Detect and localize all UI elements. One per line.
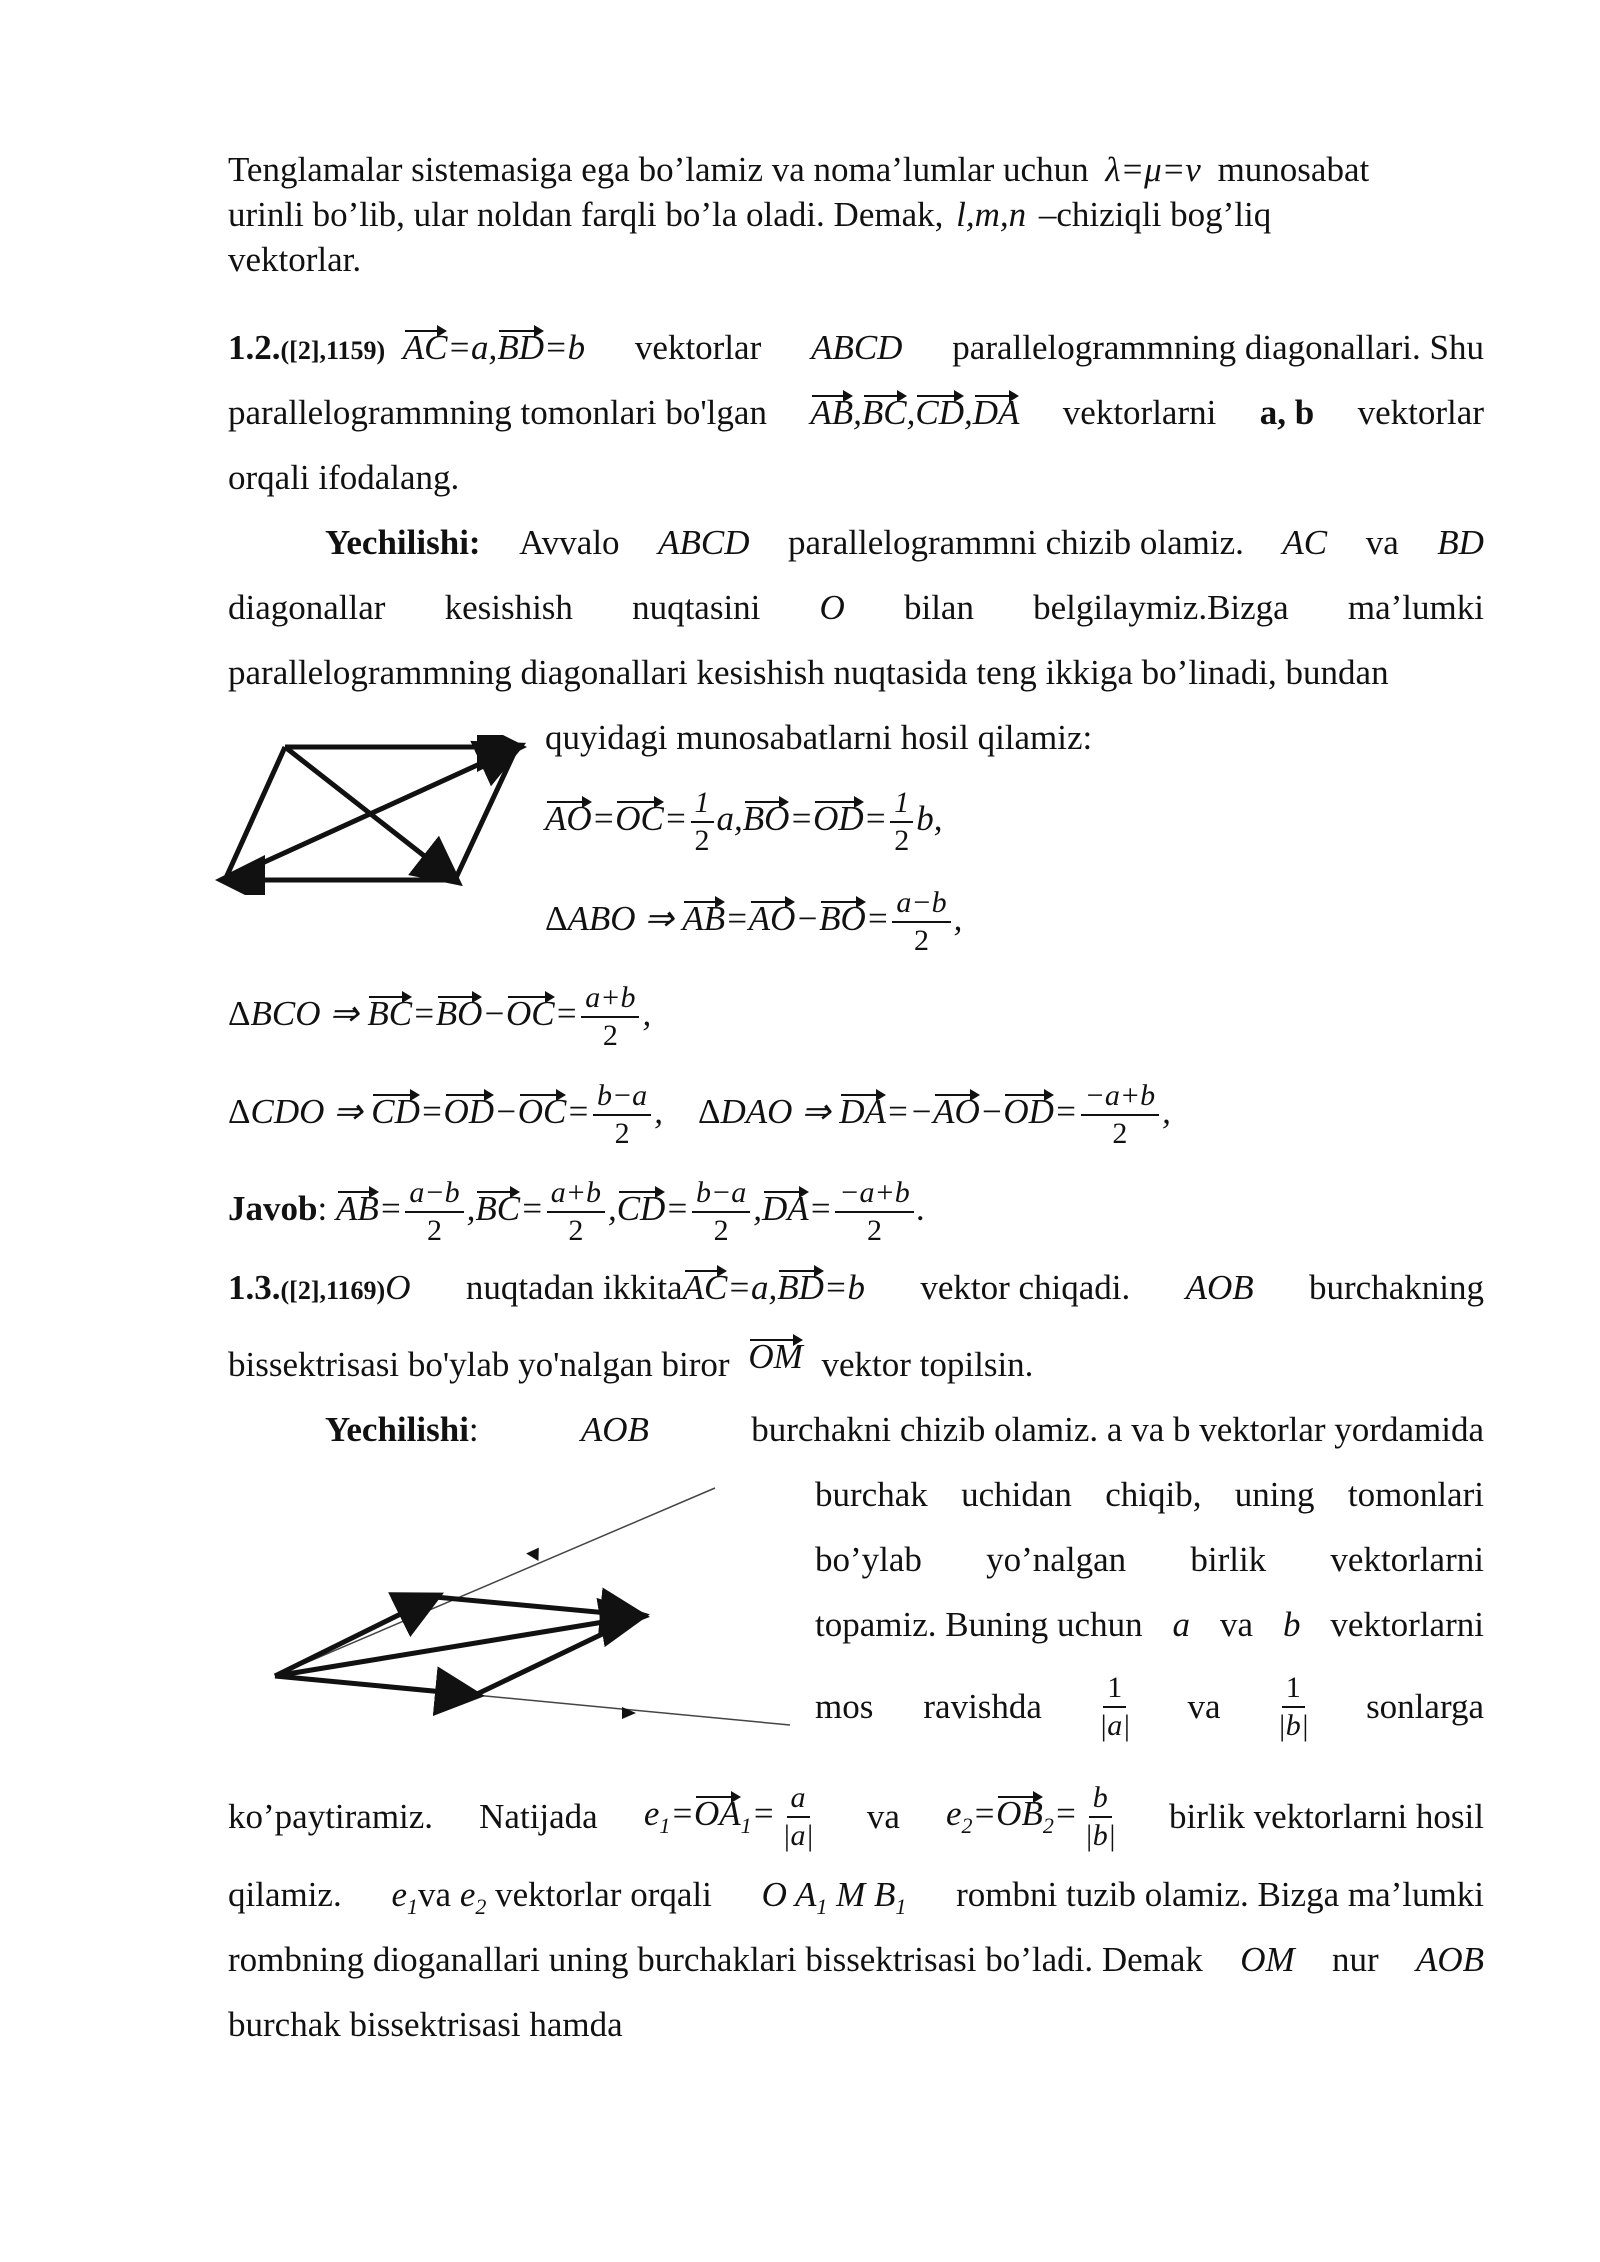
line-5: ko’paytiramiz. Natijada $e_1=OA_1=$ $\frac{a}{|a|}$ va $e_2=OB_2=$ $\frac{b}{|b|}$ birlik vektorlarni hosil bbox=[228, 1781, 1484, 1852]
solution-12-line-1 bbox=[325, 523, 1484, 563]
text: rombning dioganallari uning burchaklari bissektrisasi bo’ladi. Demak bbox=[228, 1940, 1203, 1979]
text: vektorlarni bbox=[1330, 1605, 1484, 1644]
problem-12-heading bbox=[228, 328, 585, 368]
solution-12-line-2 bbox=[228, 588, 1484, 628]
text: belgilaymiz.Bizga bbox=[1033, 588, 1289, 627]
ac-label: AC bbox=[1282, 523, 1328, 562]
text: burchak bissektrisasi hamda bbox=[228, 2005, 623, 2044]
answer-12: Javob: AB= $\frac{a-b}{2}$ ,BC= $\frac{a+b}{2}$ ,CD= $\frac{b-a}{2}$ ,DA= $\frac{-a+b}{2}$ . bbox=[228, 1176, 926, 1247]
solution-12-line-4 bbox=[545, 718, 1092, 758]
intro-text: Tenglamalar sistemasiga ega bo’lamiz va noma’lumlar uchun bbox=[228, 150, 1089, 189]
point-o: O bbox=[819, 588, 845, 627]
text: uning bbox=[1234, 1475, 1315, 1514]
rhombus-label: O $A_1$ M $B_1$ bbox=[761, 1875, 907, 1919]
text: yo’nalgan bbox=[986, 1540, 1127, 1579]
intro-line-1 bbox=[228, 150, 1369, 190]
bd-label: BD bbox=[1437, 523, 1484, 562]
text: parallelogrammning tomonlari bo'lgan bbox=[228, 393, 767, 432]
problem-12-line-3 bbox=[228, 458, 459, 498]
answer-label: Javob bbox=[228, 1189, 318, 1229]
problem-number: 1.2. bbox=[228, 328, 281, 367]
text: Avvalo bbox=[519, 523, 620, 562]
solution-13-line-1: Yechilishi: AOB burchakni chizib olamiz. a va b vektorlar yordamida bbox=[325, 1410, 1484, 1449]
text: topamiz. Buning uchun bbox=[815, 1605, 1143, 1644]
text: bilan bbox=[903, 588, 974, 627]
text: birlik bbox=[1190, 1540, 1267, 1579]
solution-12-line-3 bbox=[228, 653, 1389, 693]
point-o: O bbox=[385, 1268, 411, 1307]
intro-text: urinli bo’lib, ular noldan farqli bo’la oladi. Demak, bbox=[228, 195, 944, 234]
text: vektorlarni bbox=[1062, 393, 1217, 432]
angle-figure bbox=[260, 1480, 800, 1735]
text: vektorlar bbox=[1357, 393, 1484, 432]
text: nur bbox=[1331, 1940, 1379, 1979]
aob-label: AOB bbox=[1415, 1940, 1484, 1979]
abcd-label: ABCD bbox=[658, 523, 750, 562]
text: ko’paytiramiz. bbox=[228, 1797, 434, 1836]
text: vektor topilsin. bbox=[821, 1345, 1034, 1384]
problem-ref: ([2],1159) bbox=[280, 336, 386, 365]
line-8 bbox=[228, 2005, 623, 2045]
text: va bbox=[1365, 523, 1399, 562]
text: diagonallar bbox=[228, 588, 386, 627]
lambda-mu-nu: λ=μ=ν bbox=[1105, 150, 1201, 189]
text: mos bbox=[815, 1687, 874, 1726]
eq-bco: ΔBCO ⇒ BC=BO−OC= $\frac{a+b}{2}$ , bbox=[228, 981, 652, 1052]
problem-12-line-1 bbox=[228, 328, 1484, 368]
intro-text: –chiziqli bog’liq bbox=[1038, 195, 1272, 234]
text: vektorlar bbox=[634, 328, 762, 367]
eq-cdo-dao: ΔCDO ⇒ CD=OD−OC= $\frac{b-a}{2}$ , ΔDAO ⇒ DA=−AO−OD= $\frac{-a+b}{2}$ , bbox=[228, 1079, 1171, 1150]
vectors-lmn: l,m,n bbox=[956, 195, 1027, 234]
problem-ref: ([2],1169) bbox=[280, 1276, 386, 1305]
parallelogram-figure bbox=[215, 735, 535, 895]
solution-label: Yechilishi bbox=[325, 1410, 469, 1449]
text: birlik vektorlarni hosil bbox=[1169, 1797, 1484, 1836]
text: burchakning bbox=[1309, 1268, 1484, 1307]
intro-line-2 bbox=[228, 195, 1271, 235]
text: parallelogrammning diagonallari. Shu bbox=[952, 328, 1484, 367]
text: orqali ifodalang. bbox=[228, 458, 460, 497]
text: sonlarga bbox=[1366, 1687, 1484, 1726]
right-line-3: topamiz. Buning uchun a va b vektorlarni bbox=[815, 1605, 1484, 1644]
om-vector: OM bbox=[748, 1337, 803, 1376]
text: uchidan bbox=[961, 1475, 1072, 1514]
text: vektorlar orqali bbox=[495, 1875, 712, 1914]
eq-ao-oc: AO=OC= $\frac{1}{2}$ a,BO=OD= $\frac{1}{2}$ b, bbox=[545, 786, 943, 857]
right-line-4: mos ravishda $\frac{1}{|a|}$ va $\frac{1}{|b|}$ sonlarga bbox=[815, 1671, 1484, 1742]
text: burchak bbox=[815, 1475, 928, 1514]
intro-text: vektorlar. bbox=[228, 240, 362, 279]
vector-defs: AC=a,BD=b bbox=[402, 328, 586, 367]
text: Natijada bbox=[479, 1797, 598, 1836]
text: a, b bbox=[1259, 393, 1315, 432]
text: vektor chiqadi. bbox=[920, 1268, 1131, 1307]
intro-line-3 bbox=[228, 240, 361, 280]
e1-def: $e_1=OA_1=$ $\frac{a}{|a|}$ bbox=[643, 1781, 814, 1852]
text: tomonlari bbox=[1347, 1475, 1484, 1514]
vector-defs: AC=a,BD=b bbox=[682, 1268, 865, 1307]
solution-label: Yechilishi: bbox=[325, 523, 481, 562]
text: kesishish bbox=[444, 588, 573, 627]
aob-label: AOB bbox=[1185, 1268, 1254, 1307]
abcd-label: ABCD bbox=[811, 328, 903, 367]
problem-12-line-2 bbox=[228, 393, 1484, 433]
right-line-2 bbox=[815, 1540, 1484, 1580]
text: quyidagi munosabatlarni hosil qilamiz: bbox=[545, 718, 1093, 757]
text: nuqtasini bbox=[632, 588, 761, 627]
intro-text: munosabat bbox=[1217, 150, 1370, 189]
line-6: qilamiz. $e_1va$ $e_2$ vektorlar orqali O $A_1$ M $B_1$ rombni tuzib olamiz. Bizga ma’lumki bbox=[228, 1875, 1484, 1919]
text: chiqib, bbox=[1105, 1475, 1202, 1514]
problem-13-line-1 bbox=[228, 1268, 1484, 1308]
text: parallelogrammni chizib olamiz. bbox=[788, 523, 1244, 562]
side-vectors: AB,BC,CD,DA bbox=[810, 393, 1020, 432]
text: vektorlarni bbox=[1330, 1540, 1484, 1579]
text: ravishda bbox=[923, 1687, 1042, 1726]
right-line-1 bbox=[815, 1475, 1484, 1515]
problem-13-line-2 bbox=[228, 1337, 1034, 1385]
text: qilamiz. bbox=[228, 1875, 342, 1914]
text: rombni tuzib olamiz. Bizga ma’lumki bbox=[956, 1875, 1484, 1914]
problem-number: 1.3. bbox=[228, 1268, 281, 1307]
text: ma’lumki bbox=[1347, 588, 1484, 627]
eq-abo: ΔABO ⇒ AB=AO−BO= $\frac{a-b}{2}$ , bbox=[545, 886, 963, 957]
text: burchakni chizib olamiz. a va b vektorlar yordamida bbox=[751, 1410, 1484, 1449]
text: bo’ylab bbox=[815, 1540, 922, 1579]
e2-def: $e_2=OB_2=$ $\frac{b}{|b|}$ bbox=[946, 1781, 1116, 1852]
line-7: rombning dioganallari uning burchaklari bissektrisasi bo’ladi. Demak OM nur AOB bbox=[228, 1940, 1484, 1979]
aob-label: AOB bbox=[580, 1410, 649, 1449]
text: bissektrisasi bo'ylab yo'nalgan biror bbox=[228, 1345, 730, 1384]
problem-13-heading bbox=[228, 1268, 410, 1308]
text: parallelogrammning diagonallari kesishish nuqtasida teng ikkiga bo’linadi, bundan bbox=[228, 653, 1389, 692]
text: nuqtadan ikkita bbox=[465, 1268, 683, 1307]
